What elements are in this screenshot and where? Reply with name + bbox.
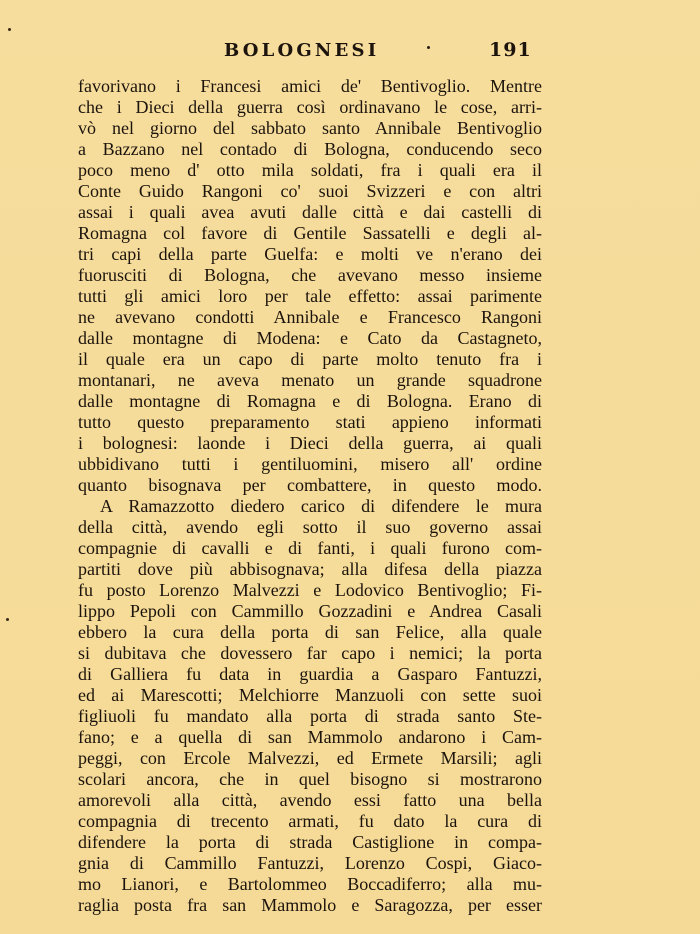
text-line: i bolognesi: laonde i Dieci della guerra, ai quali bbox=[78, 433, 542, 453]
text-line: Romagna col favore di Gentile Sassatelli e degli al- bbox=[78, 223, 542, 243]
margin-speck bbox=[6, 618, 9, 621]
text-line: raglia posta fra san Mammolo e Saragozza, per esser bbox=[78, 895, 542, 915]
running-head bbox=[0, 36, 700, 64]
text-line: figliuoli fu mandato alla porta di strada santo Ste- bbox=[78, 706, 542, 726]
text-line: amorevoli alla città, avendo essi fatto una bella bbox=[78, 790, 542, 810]
text-line: dalle montagne di Modena: e Cato da Castagneto, bbox=[78, 328, 542, 348]
text-line: Conte Guido Rangoni co' suoi Svizzeri e con altri bbox=[78, 181, 542, 201]
text-line: favorivano i Francesi amici de' Bentivoglio. Mentre bbox=[78, 76, 542, 96]
text-line: tri capi della parte Guelfa: e molti ve n'erano dei bbox=[78, 244, 542, 264]
text-line: peggi, con Ercole Malvezzi, ed Ermete Marsili; agli bbox=[78, 748, 542, 768]
text-line: si dubitava che dovessero far capo i nemici; la porta bbox=[78, 643, 542, 663]
text-line: dalle montagne di Romagna e di Bologna. Erano di bbox=[78, 391, 542, 411]
text-line: quanto bisognava per combattere, in questo modo. bbox=[78, 475, 542, 495]
text-line: a Bazzano nel contado di Bologna, conducendo seco bbox=[78, 139, 542, 159]
text-line: tutto questo preparamento stati appieno informati bbox=[78, 412, 542, 432]
text-line: montanari, ne aveva menato un grande squadrone bbox=[78, 370, 542, 390]
text-line: fu posto Lorenzo Malvezzi e Lodovico Bentivoglio; Fi- bbox=[78, 580, 542, 600]
page-number: 191 bbox=[489, 39, 532, 61]
text-line: partiti dove più abbisognava; alla difesa della piazza bbox=[78, 559, 542, 579]
text-line: ed ai Marescotti; Melchiorre Manzuoli con sette suoi bbox=[78, 685, 542, 705]
text-line: mo Lianori, e Bartolommeo Boccadiferro; alla mu- bbox=[78, 874, 542, 894]
text-line: tutti gli amici loro per tale effetto: assai parimente bbox=[78, 286, 542, 306]
text-line: ebbero la cura della porta di san Felice, alla quale bbox=[78, 622, 542, 642]
text-line: fano; e a quella di san Mammolo andarono i Cam- bbox=[78, 727, 542, 747]
text-line: ne avevano condotti Annibale e Francesco Rangoni bbox=[78, 307, 542, 327]
header-dot bbox=[427, 46, 430, 49]
text-line: fuorusciti di Bologna, che avevano messo insieme bbox=[78, 265, 542, 285]
text-line: il quale era un capo di parte molto tenuto fra i bbox=[78, 349, 542, 369]
running-title: BOLOGNESI bbox=[224, 40, 380, 61]
text-line: lippo Pepoli con Cammillo Gozzadini e Andrea Casali bbox=[78, 601, 542, 621]
text-line: assai i quali avea avuti dalle città e dai castelli di bbox=[78, 202, 542, 222]
text-line: difendere la porta di strada Castiglione in compa- bbox=[78, 832, 542, 852]
text-line: che i Dieci della guerra così ordinavano le cose, arri- bbox=[78, 97, 542, 117]
text-line: di Galliera fu data in guardia a Gasparo Fantuzzi, bbox=[78, 664, 542, 684]
text-line: gnia di Cammillo Fantuzzi, Lorenzo Cospi, Giaco- bbox=[78, 853, 542, 873]
text-line: della città, avendo egli sotto il suo governo assai bbox=[78, 517, 542, 537]
margin-speck bbox=[8, 28, 11, 31]
text-line: vò nel giorno del sabbato santo Annibale Bentivoglio bbox=[78, 118, 542, 138]
body-text bbox=[78, 76, 542, 916]
text-line: compagnie di cavalli e di fanti, i quali furono com- bbox=[78, 538, 542, 558]
text-line: scolari ancora, che in quel bisogno si mostrarono bbox=[78, 769, 542, 789]
text-line: ubbidivano tutti i gentiluomini, misero all' ordine bbox=[78, 454, 542, 474]
text-line: poco meno d' otto mila soldati, fra i quali era il bbox=[78, 160, 542, 180]
text-line: compagnia di trecento armati, fu dato la cura di bbox=[78, 811, 542, 831]
paragraph-start-line: A Ramazzotto diedero carico di difendere le mura bbox=[100, 496, 542, 516]
